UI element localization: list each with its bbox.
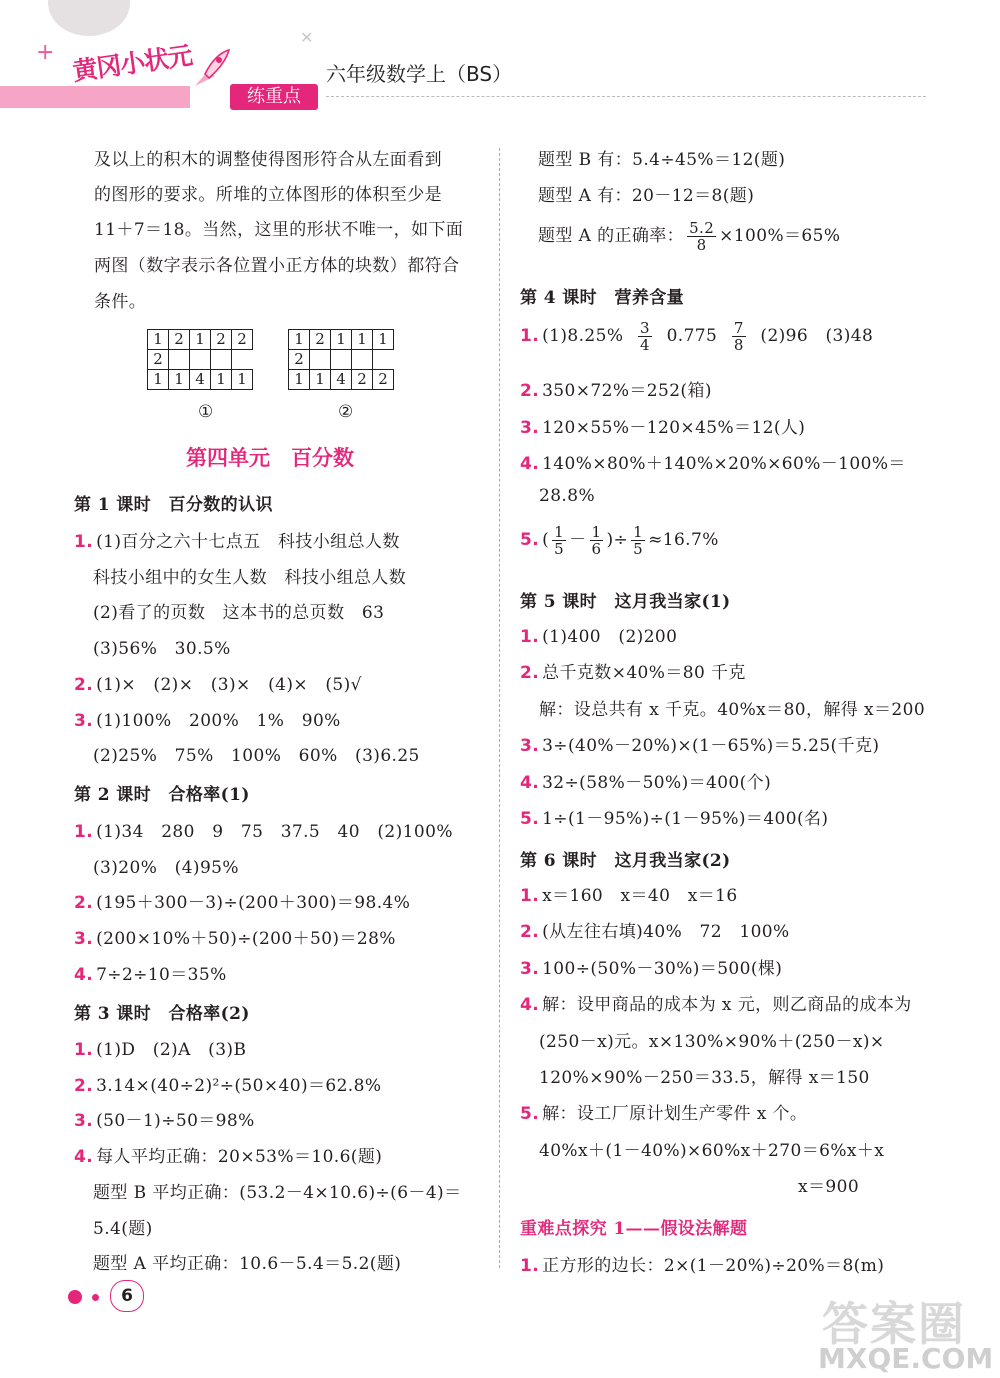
page-dot bbox=[92, 1294, 99, 1301]
answer-line bbox=[520, 990, 912, 1015]
answer-line bbox=[520, 622, 677, 647]
answer-text: (从左往右填)40% 72 100% bbox=[542, 922, 790, 943]
answer-text: (250－x)元。x×130%×90%＋(250－x)× bbox=[539, 1031, 885, 1052]
answer-line bbox=[74, 924, 396, 949]
denominator: 5 bbox=[633, 540, 644, 558]
question-number: 1. bbox=[74, 1040, 94, 1060]
answer-text: (2)96 (3)48 bbox=[760, 326, 874, 346]
answer-line bbox=[539, 486, 595, 506]
answer-text: 科技小组中的女生人数 科技小组总人数 bbox=[93, 567, 407, 588]
answer-line bbox=[539, 1063, 870, 1088]
watermark-logo: 答案圈 bbox=[822, 1297, 966, 1351]
answer-text: 3÷(40%－20%)×(1－65%)＝5.25(千克) bbox=[542, 736, 880, 757]
answer-line bbox=[74, 1106, 255, 1131]
grid-label: ② bbox=[338, 402, 354, 422]
grid-cell: 4 bbox=[331, 370, 352, 390]
answer-line bbox=[74, 527, 400, 552]
page-header bbox=[0, 0, 1000, 120]
question-number: 3. bbox=[520, 736, 540, 757]
answer-text: 总千克数×40%＝80 千克 bbox=[542, 663, 746, 684]
answer-text: 7÷2÷10＝35% bbox=[96, 964, 227, 985]
denominator: 6 bbox=[591, 540, 602, 558]
header-ribbon bbox=[0, 86, 190, 108]
intro-line: 11＋7＝18。当然，这里的形状不唯一，如下面 bbox=[94, 220, 464, 240]
grid-cell: 1 bbox=[289, 330, 310, 350]
answer-line: 题型 A 有：20－12＝8(题) bbox=[538, 186, 755, 206]
question-number: 4. bbox=[520, 772, 540, 793]
grid-cell: 2 bbox=[232, 330, 253, 350]
answer-line bbox=[520, 1099, 807, 1124]
answer-line bbox=[520, 917, 790, 942]
grid-cell: 2 bbox=[373, 370, 394, 390]
answer-text: 32÷(58%－50%)＝400(个) bbox=[542, 772, 772, 793]
answer-line: 题型 B 有：5.4÷45%＝12(题) bbox=[538, 150, 786, 170]
question-number: 2. bbox=[74, 1075, 94, 1096]
question-number: 4. bbox=[74, 1147, 94, 1168]
answer-text: (195＋300－3)÷(200＋300)＝98.4% bbox=[96, 893, 411, 914]
answer-line bbox=[93, 563, 406, 588]
page-dot bbox=[68, 1290, 82, 1304]
header-line bbox=[326, 96, 926, 97]
answer-line bbox=[520, 881, 738, 906]
grid-cell: 2 bbox=[148, 350, 169, 370]
answer-text: ×100%＝65% bbox=[719, 226, 841, 246]
denominator: 4 bbox=[640, 336, 650, 354]
answer-text: (200×10%＋50)÷(200＋50)＝28% bbox=[96, 929, 396, 950]
grid-label: ① bbox=[198, 402, 214, 422]
grid-cell: 1 bbox=[148, 370, 169, 390]
answer-line bbox=[74, 1035, 246, 1060]
answer-line bbox=[93, 1178, 461, 1203]
answer-text: x＝160 x＝40 x＝16 bbox=[542, 886, 738, 906]
answer-text: (1)34 280 9 75 37.5 40 (2)100% bbox=[96, 822, 453, 842]
answer-line bbox=[520, 413, 805, 438]
answer-line bbox=[74, 960, 227, 985]
question-number: 5. bbox=[520, 809, 540, 829]
answer-text: x＝900 bbox=[798, 1177, 860, 1198]
question-number: 3. bbox=[74, 929, 94, 950]
answer-line bbox=[538, 220, 840, 253]
grid-cell: 2 bbox=[289, 350, 310, 370]
answer-text: 120×55%－120×45%＝12(人) bbox=[542, 417, 806, 438]
rocket-icon bbox=[185, 46, 233, 94]
grid-cell: 2 bbox=[310, 330, 331, 350]
grid-cell: 1 bbox=[169, 370, 190, 390]
answer-line bbox=[539, 1027, 885, 1052]
answer-text: 每人平均正确：20×53%＝10.6(题) bbox=[96, 1147, 383, 1168]
answer-text: (50－1)÷50＝98% bbox=[96, 1111, 255, 1132]
lesson-heading: 第 4 课时 营养含量 bbox=[520, 288, 685, 308]
answer-text: 140%×80%＋140%×20%×60%－100%＝ bbox=[542, 454, 906, 474]
question-number: 1. bbox=[74, 532, 94, 552]
question-number: 3. bbox=[520, 417, 540, 438]
answer-line bbox=[74, 670, 362, 695]
denominator: 8 bbox=[733, 336, 744, 354]
denominator: 5 bbox=[554, 540, 565, 558]
answer-text: ( bbox=[542, 530, 550, 550]
answer-text: 解：设甲商品的成本为 x 元，则乙商品的成本为 bbox=[542, 995, 912, 1016]
question-number: 1. bbox=[520, 1256, 540, 1276]
answer-line bbox=[520, 731, 879, 756]
answer-line bbox=[93, 598, 384, 623]
plus-icon: + bbox=[36, 40, 55, 65]
grid-cell: 4 bbox=[190, 370, 211, 390]
intro-line: 及以上的积木的调整使得图形符合从左面看到 bbox=[94, 150, 442, 170]
answer-text: 正方形的边长：2×(1－20%)÷20%＝8(m) bbox=[542, 1256, 885, 1276]
grid-cell: 1 bbox=[289, 370, 310, 390]
question-number: 1. bbox=[74, 822, 94, 842]
answer-line bbox=[74, 1071, 381, 1096]
lesson-heading: 第 1 课时 百分数的认识 bbox=[74, 495, 273, 515]
intro-line: 两图（数字表示各位置小正方体的块数）都符合 bbox=[94, 256, 460, 276]
question-number: 2. bbox=[520, 663, 540, 684]
question-number: 2. bbox=[520, 381, 540, 401]
numerator: 1 bbox=[591, 523, 602, 541]
unit-title: 第四单元 百分数 bbox=[186, 445, 354, 470]
grid-cell: 1 bbox=[373, 330, 394, 350]
answer-line bbox=[520, 376, 712, 401]
answer-text: (1)400 (2)200 bbox=[542, 627, 678, 647]
answer-line bbox=[74, 1142, 382, 1167]
fraction bbox=[687, 220, 716, 253]
answer-text: 5.4(题) bbox=[93, 1218, 153, 1239]
answer-text: (2)看了的页数 这本书的总页数 63 bbox=[93, 603, 385, 624]
question-number: 2. bbox=[74, 674, 94, 695]
answer-text: 解：设工厂原计划生产零件 x 个。 bbox=[542, 1104, 808, 1125]
grid-cell: 2 bbox=[211, 330, 232, 350]
answer-line bbox=[520, 954, 782, 979]
answer-line bbox=[520, 1251, 884, 1276]
grid-cell: 2 bbox=[169, 330, 190, 350]
page-number: 6 bbox=[110, 1280, 144, 1312]
block-grid-2 bbox=[288, 329, 394, 390]
answer-line bbox=[520, 658, 746, 683]
answer-line bbox=[74, 888, 410, 913]
answer-text: 120%×90%－250＝33.5，解得 x＝150 bbox=[539, 1068, 870, 1088]
answer-text: (1)D (2)A (3)B bbox=[96, 1040, 247, 1060]
answer-line bbox=[520, 524, 719, 557]
question-number: 2. bbox=[520, 922, 540, 943]
answer-text: 350×72%＝252(箱) bbox=[542, 381, 712, 401]
lesson-heading: 第 5 课时 这月我当家(1) bbox=[520, 592, 731, 612]
question-number: 1. bbox=[520, 886, 540, 906]
grid-cell: 2 bbox=[352, 370, 373, 390]
fraction bbox=[552, 524, 566, 557]
numerator: 3 bbox=[640, 319, 650, 337]
answer-line bbox=[798, 1172, 859, 1197]
answer-text: 0.775 bbox=[666, 326, 718, 346]
plus-icon: ✕ bbox=[300, 28, 314, 47]
answer-line bbox=[539, 695, 925, 720]
column-divider bbox=[499, 148, 500, 1268]
fraction bbox=[631, 524, 645, 557]
answer-line bbox=[93, 634, 231, 659]
answer-text: )÷ bbox=[606, 530, 629, 550]
question-number: 4. bbox=[520, 995, 540, 1016]
question-number: 3. bbox=[520, 958, 540, 979]
answer-text: － bbox=[569, 530, 587, 550]
question-number: 1. bbox=[520, 326, 540, 346]
question-number: 4. bbox=[520, 454, 540, 474]
answer-line bbox=[520, 804, 828, 829]
brand-logo: 黄冈小状元 bbox=[70, 40, 194, 87]
decor-circle bbox=[48, 0, 130, 36]
fraction bbox=[638, 320, 652, 353]
answer-text: 40%x＋(1－40%)×60%x＋270＝6%x＋x bbox=[539, 1140, 885, 1161]
question-number: 3. bbox=[74, 1111, 94, 1132]
grid-cell: 1 bbox=[211, 370, 232, 390]
block-grid-1 bbox=[147, 329, 253, 390]
question-number: 2. bbox=[74, 893, 94, 914]
question-number: 5. bbox=[520, 530, 540, 550]
question-number: 3. bbox=[74, 710, 94, 731]
watermark-url: MXQE.COM bbox=[818, 1342, 994, 1375]
intro-line: 的图形的要求。所堆的立体图形的体积至少是 bbox=[94, 185, 442, 205]
lesson-heading: 第 3 课时 合格率(2) bbox=[74, 1004, 250, 1024]
answer-line bbox=[520, 449, 906, 474]
answer-text: (1)8.25% bbox=[542, 326, 624, 346]
header-tag: 练重点 bbox=[230, 84, 318, 110]
answer-text: ≈16.7% bbox=[648, 530, 719, 550]
grid-cell: 1 bbox=[232, 370, 253, 390]
answer-line bbox=[93, 741, 420, 766]
answer-line bbox=[520, 320, 873, 353]
answer-text: 题型 A 的正确率： bbox=[538, 226, 685, 246]
numerator: 7 bbox=[733, 319, 744, 337]
lesson-heading: 第 2 课时 合格率(1) bbox=[74, 785, 250, 805]
numerator: 1 bbox=[633, 523, 644, 541]
answer-line bbox=[539, 1136, 884, 1161]
grid-cell: 1 bbox=[190, 330, 211, 350]
fraction bbox=[732, 320, 746, 353]
answer-text: 1÷(1－95%)÷(1－95%)＝400(名) bbox=[542, 809, 829, 829]
numerator: 1 bbox=[554, 523, 565, 541]
answer-text: (3)56% 30.5% bbox=[93, 639, 231, 660]
lesson-heading: 第 6 课时 这月我当家(2) bbox=[520, 851, 731, 871]
question-number: 4. bbox=[74, 964, 94, 985]
book-title: 六年级数学上（BS） bbox=[326, 62, 513, 86]
answer-text: (1)× (2)× (3)× (4)× (5)√ bbox=[96, 674, 362, 695]
answer-text: (2)25% 75% 100% 60% (3)6.25 bbox=[93, 746, 420, 767]
answer-text: 3.14×(40÷2)²÷(50×40)＝62.8% bbox=[96, 1075, 382, 1096]
answer-line bbox=[93, 1214, 153, 1239]
question-number: 5. bbox=[520, 1104, 540, 1125]
answer-line bbox=[520, 768, 771, 793]
grid-cell: 1 bbox=[352, 330, 373, 350]
answer-text: 题型 A 平均正确：10.6－5.4＝5.2(题) bbox=[93, 1254, 402, 1275]
denominator: 8 bbox=[696, 236, 707, 254]
grid-cell: 1 bbox=[310, 370, 331, 390]
answer-line bbox=[74, 817, 453, 842]
answer-text: 题型 B 平均正确：(53.2－4×10.6)÷(6－4)＝ bbox=[93, 1182, 462, 1203]
fraction bbox=[590, 524, 604, 557]
intro-line: 条件。 bbox=[94, 292, 147, 312]
answer-text: (1)100% 200% 1% 90% bbox=[96, 710, 341, 731]
grid-cell: 1 bbox=[331, 330, 352, 350]
answer-text: (1)百分之六十七点五 科技小组总人数 bbox=[96, 532, 400, 552]
answer-line bbox=[93, 1249, 401, 1274]
answer-text: (3)20% (4)95% bbox=[93, 857, 239, 878]
answer-line bbox=[74, 706, 341, 731]
numerator: 5.2 bbox=[689, 219, 715, 237]
special-heading: 重难点探究 1——假设法解题 bbox=[520, 1219, 748, 1239]
grid-cell: 1 bbox=[148, 330, 169, 350]
question-number: 1. bbox=[520, 627, 540, 647]
answer-text: 28.8% bbox=[539, 485, 596, 506]
answer-text: 100÷(50%－30%)＝500(棵) bbox=[542, 958, 783, 979]
answer-text: 解：设总共有 x 千克。40%x＝80，解得 x＝200 bbox=[539, 699, 926, 720]
answer-line bbox=[93, 853, 239, 878]
